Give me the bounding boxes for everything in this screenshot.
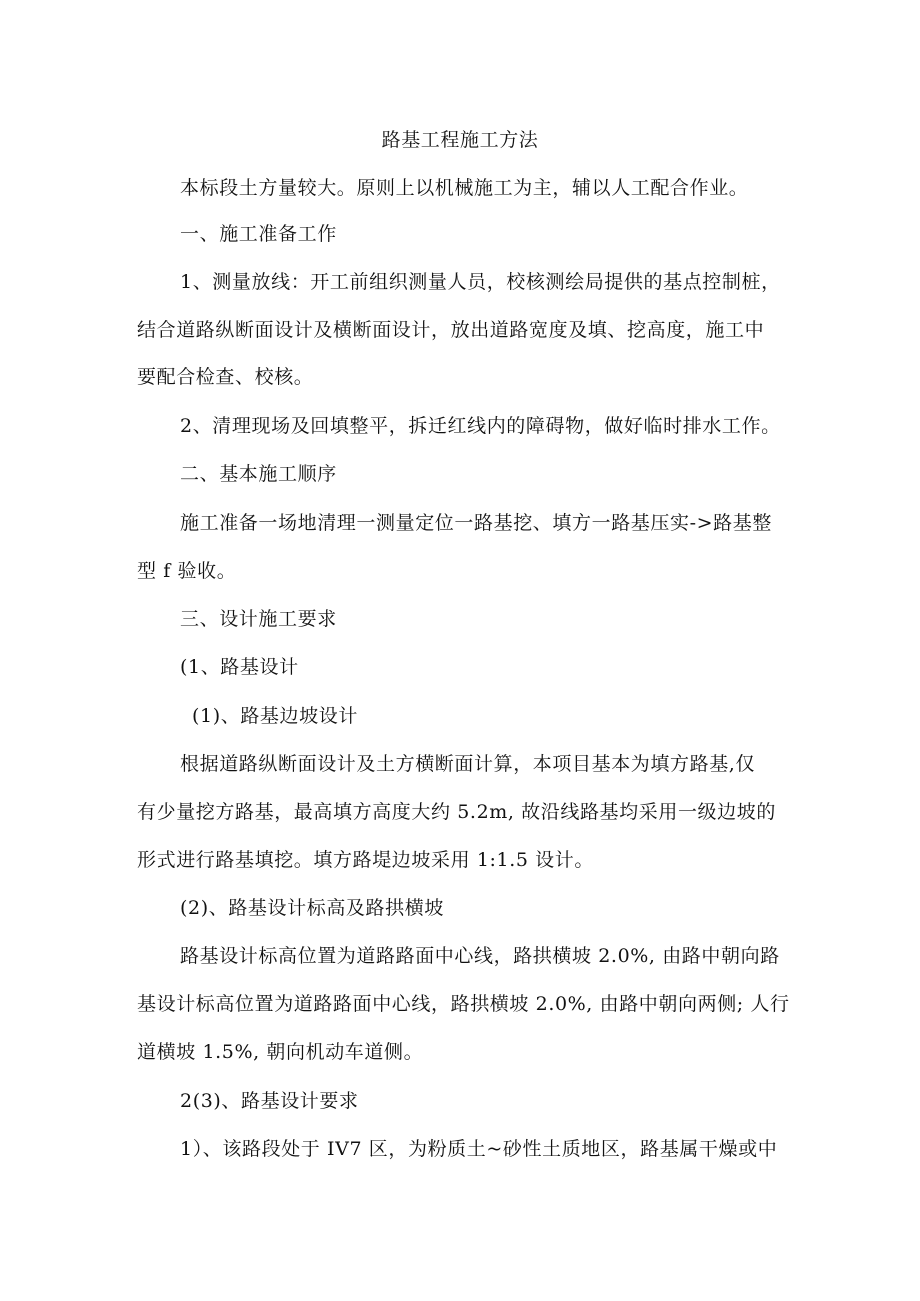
- paragraph-line: 要配合检查、校核。: [137, 366, 314, 388]
- subsection-heading: (2)、路基设计标高及路拱横坡: [180, 897, 444, 919]
- paragraph-line: 有少量挖方路基，最高填方高度大约 5.2m, 故沿线路基均采用一级边坡的: [137, 801, 776, 823]
- subsection-heading: 2(3)、路基设计要求: [180, 1090, 359, 1112]
- paragraph-line: 基设计标高位置为道路路面中心线，路拱横坡 2.0%, 由路中朝向两侧; 人行: [137, 993, 790, 1015]
- paragraph-line: 1、测量放线：开工前组织测量人员，校核测绘局提供的基点控制桩，: [180, 271, 781, 293]
- paragraph-line: 2、清理现场及回填整平，拆迁红线内的障碍物，做好临时排水工作。: [180, 415, 781, 437]
- document-title: 路基工程施工方法: [381, 129, 539, 151]
- paragraph-line: 路基设计标高位置为道路路面中心线，路拱横坡 2.0%, 由路中朝向路: [180, 945, 780, 967]
- subsection-heading: (1、路基设计: [180, 656, 299, 678]
- section-heading: 一、施工准备工作: [180, 223, 337, 245]
- section-heading: 二、基本施工顺序: [180, 463, 337, 485]
- subsection-heading: (1)、路基边坡设计: [192, 705, 358, 727]
- paragraph-line: 施工准备一场地清理一测量定位一路基挖、填方一路基压实->路基整: [180, 512, 772, 534]
- section-heading: 三、设计施工要求: [180, 608, 337, 630]
- paragraph-line: 结合道路纵断面设计及横断面设计，放出道路宽度及填、挖高度，施工中: [137, 319, 765, 341]
- paragraph-line: 本标段土方量较大。原则上以机械施工为主，辅以人工配合作业。: [180, 177, 749, 199]
- paragraph-line: 1）、该路段处于 IV7 区，为粉质土~砂性土质地区，路基属干燥或中: [180, 1138, 778, 1160]
- paragraph-line: 形式进行路基填挖。填方路堤边坡采用 1:1.5 设计。: [137, 849, 594, 871]
- paragraph-line: 型 f 验收。: [137, 560, 237, 582]
- paragraph-line: 根据道路纵断面设计及土方横断面计算，本项目基本为填方路基,仅: [180, 753, 756, 775]
- paragraph-line: 道横坡 1.5%, 朝向机动车道侧。: [137, 1041, 424, 1063]
